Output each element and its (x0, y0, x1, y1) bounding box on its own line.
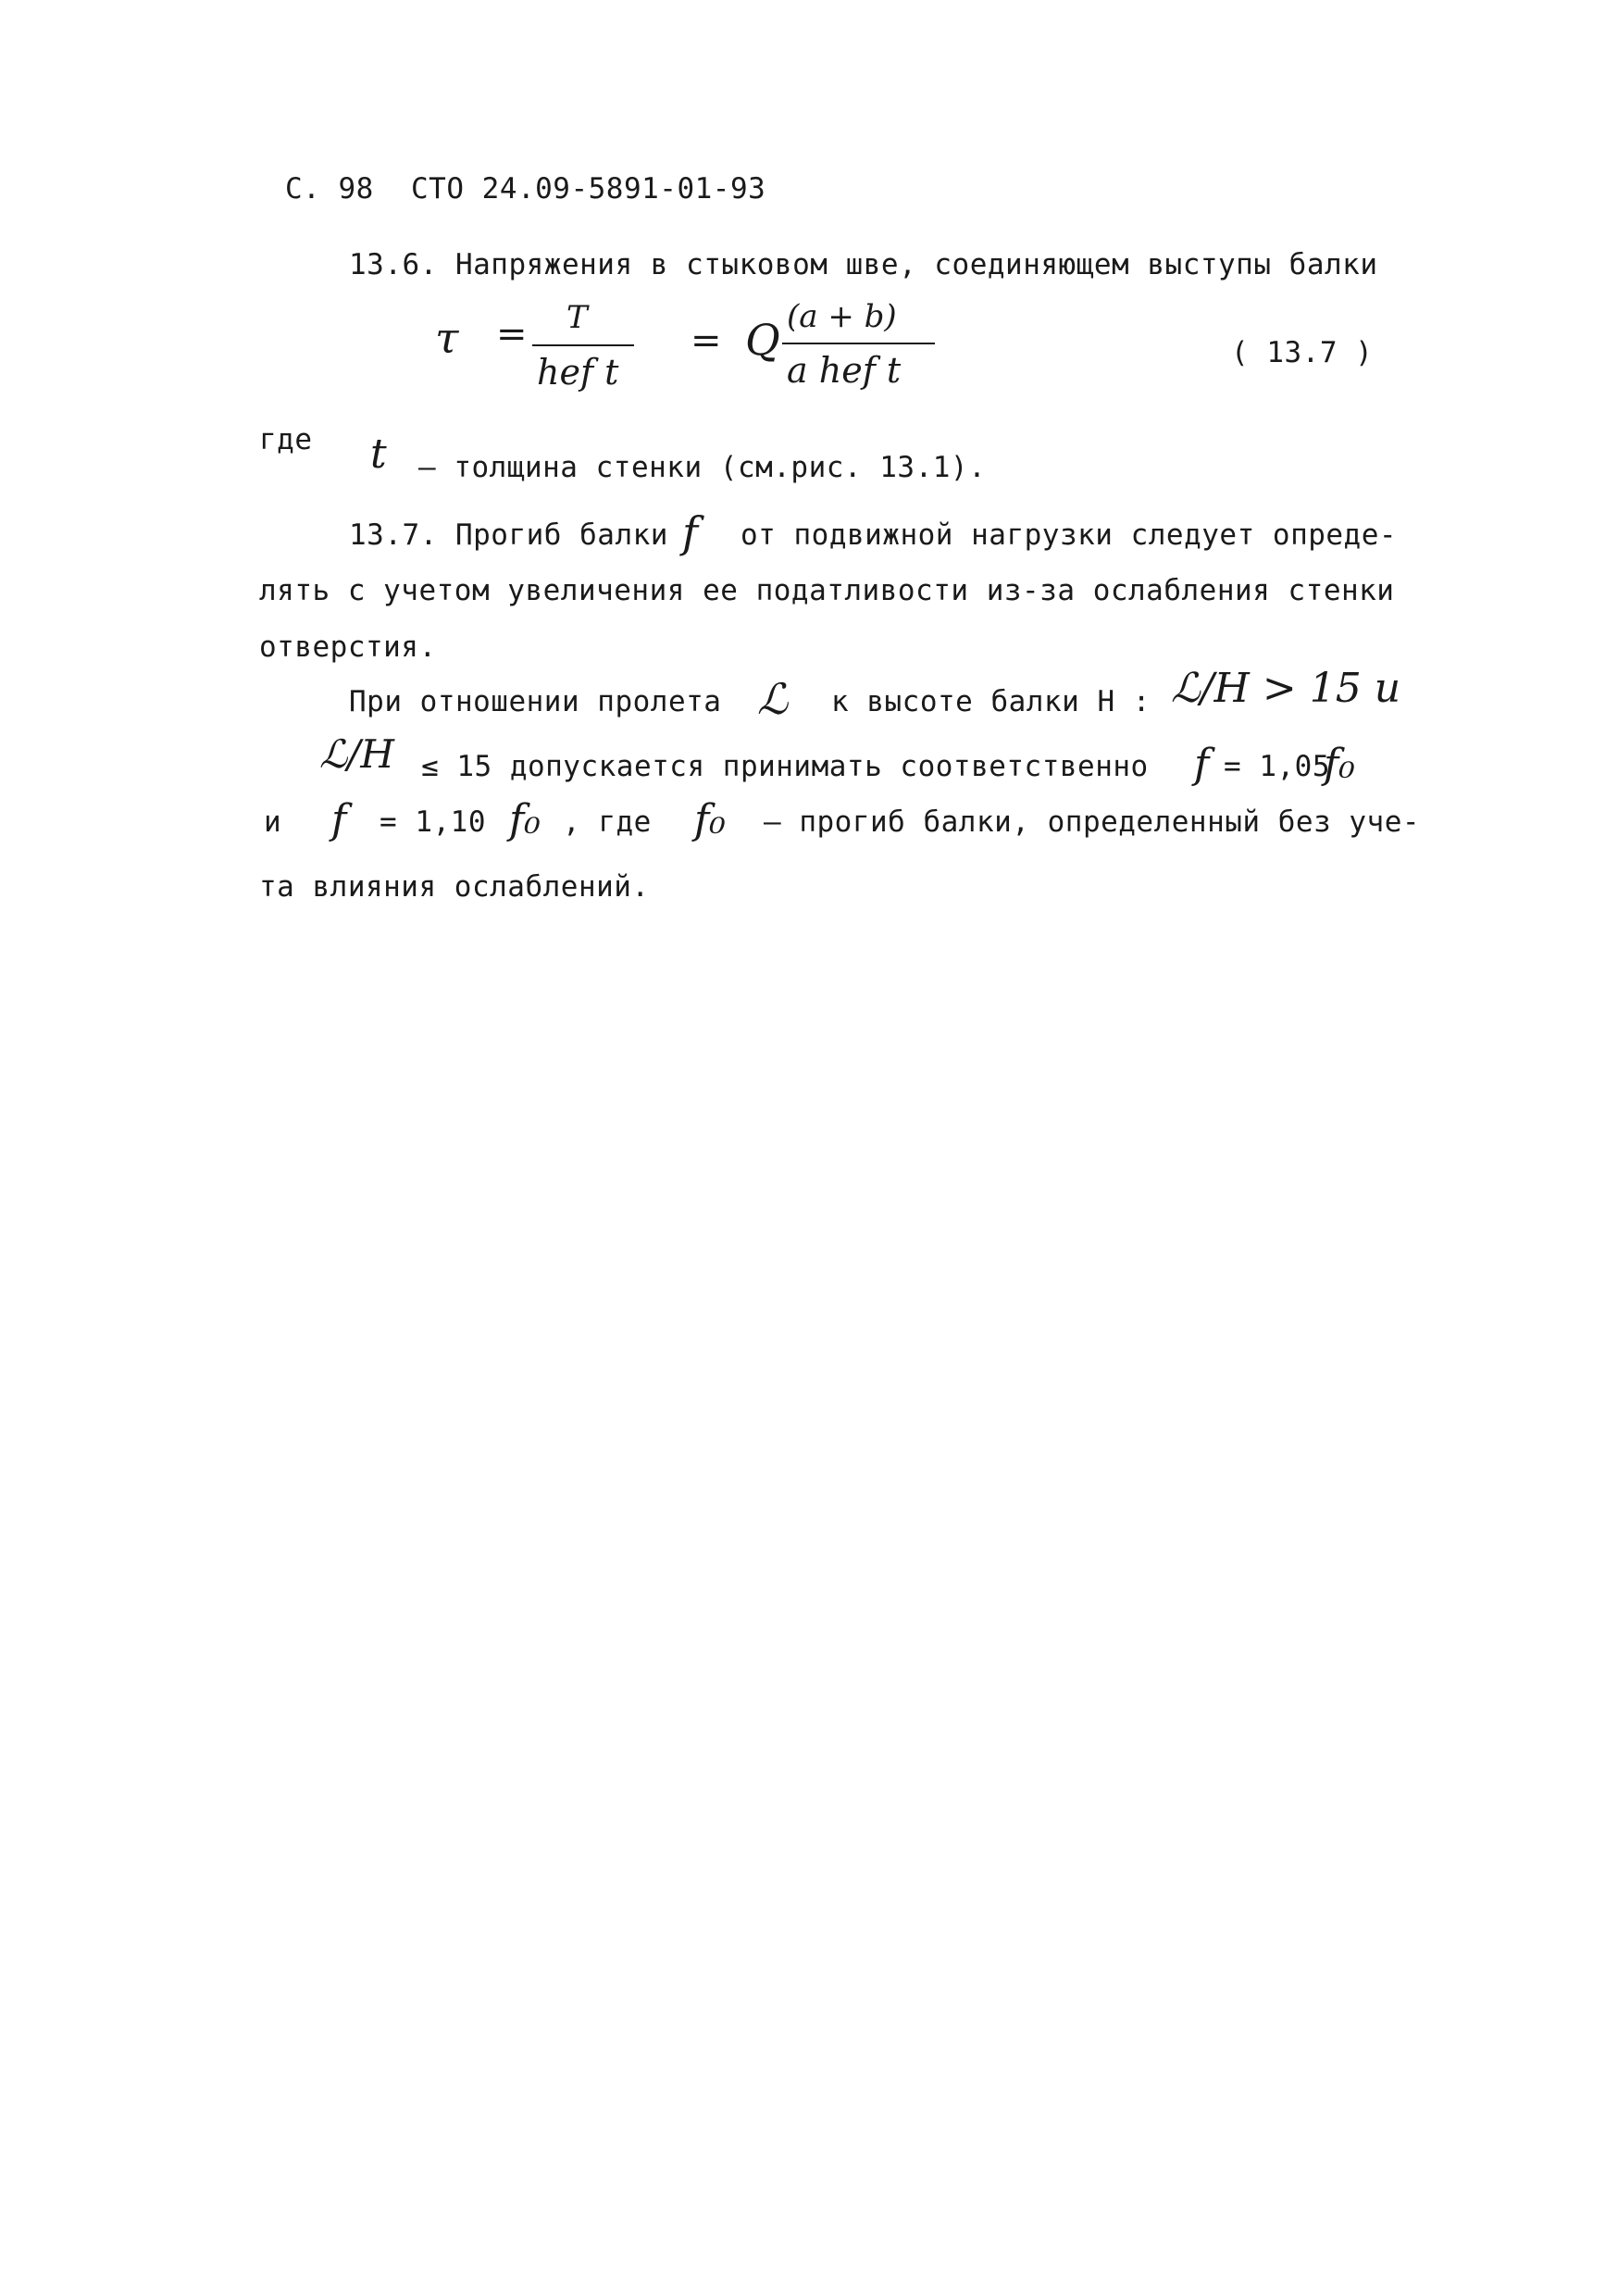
document-code: СТО 24.09-5891-01-93 (411, 172, 766, 206)
formula-equals-2: = (691, 319, 722, 362)
formula-q: Q (745, 315, 780, 365)
s13-7-line6-b: , где (563, 805, 652, 839)
s13-7-line5-b: = 1,05 (1224, 750, 1330, 783)
s13-7-line6-c: – прогиб балки, определенный без уче- (764, 805, 1421, 839)
s13-7-line4-b: к высоте балки Н : (831, 685, 1151, 718)
s13-7-line4-a: При отношении пролета (349, 685, 722, 718)
s13-7-line1-b: от подвижной нагрузки следует опреде- (741, 518, 1398, 552)
formula-number: ( 13.7 ) (1231, 336, 1374, 369)
s13-7-line6-a: = 1,10 (380, 805, 486, 839)
t-definition: – толщина стенки (см.рис. 13.1). (418, 451, 987, 484)
symbol-f0-2: f₀ (509, 796, 541, 843)
symbol-f-2: f (1194, 741, 1210, 788)
fraction-bar-1 (532, 344, 634, 346)
fraction-bar-2 (782, 343, 935, 344)
t-symbol: t (370, 430, 387, 478)
where-label: где (259, 423, 313, 456)
s13-7-line3: отверстия. (259, 630, 437, 664)
formula-denominator-2: a hef t (787, 350, 902, 391)
s13-7-line1-a: 13.7. Прогиб балки (349, 518, 668, 552)
symbol-f0-3: f₀ (694, 796, 726, 843)
symbol-l: ℒ (757, 674, 789, 724)
s13-7-line5-a: ≤ 15 допускается принимать соответственно (421, 750, 1149, 783)
s13-7-line2: лять с учетом увеличения ее податливости из-за ослабления стенки (259, 574, 1395, 607)
formula-tau: τ (435, 313, 459, 363)
symbol-f: f (682, 507, 699, 557)
ratio-greater: ℒ/H > 15 и (1171, 665, 1401, 712)
formula-denominator-1: hef t (537, 352, 619, 393)
ratio-leq: ℒ/H (319, 731, 395, 777)
page-number: С. 98 (285, 172, 374, 206)
formula-numerator-1: T (566, 299, 588, 336)
symbol-f0: f₀ (1324, 741, 1355, 788)
s13-7-line7: та влияния ослаблений. (259, 870, 650, 904)
s13-7-line6-and: и (264, 805, 282, 839)
formula-equals-1: = (496, 313, 528, 356)
section-13-6-text: 13.6. Напряжения в стыковом шве, соединяющем выступы балки (349, 248, 1378, 281)
formula-numerator-2: (a + b) (787, 298, 897, 335)
symbol-f-3: f (331, 796, 347, 843)
